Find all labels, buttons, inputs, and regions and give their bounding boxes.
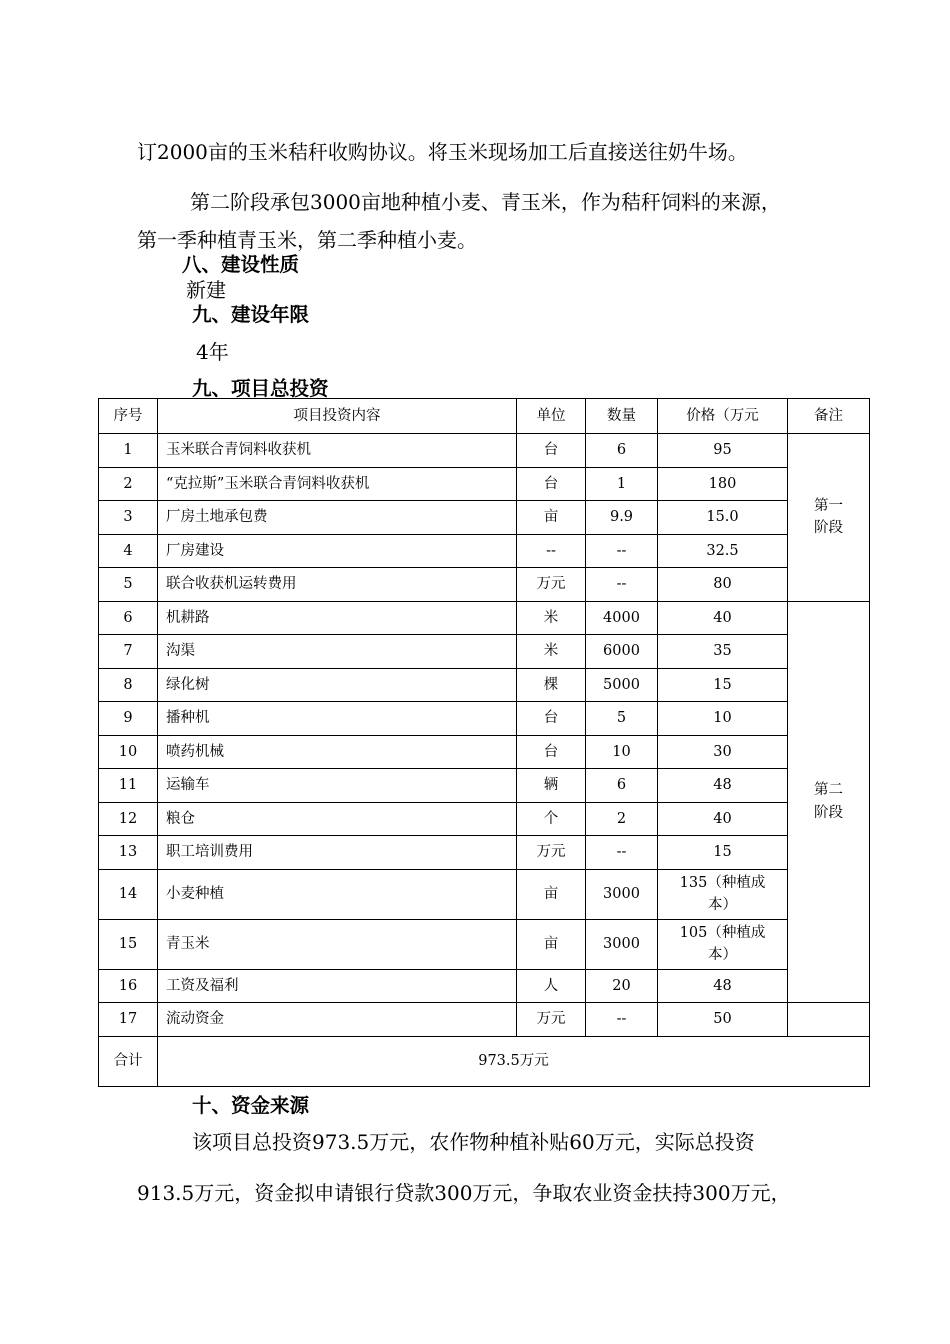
- stage-note: 第二 阶段: [788, 601, 870, 1003]
- section-heading: 九、建设年限: [192, 303, 310, 326]
- row-qty: --: [586, 568, 658, 602]
- row-unit: 万元: [517, 1003, 586, 1037]
- row-item: 运输车: [158, 769, 517, 803]
- row-price: 32.5: [658, 534, 788, 568]
- row-price: 105（种植成 本）: [658, 919, 788, 969]
- row-unit: 台: [517, 702, 586, 736]
- row-item: 厂房土地承包费: [158, 501, 517, 535]
- row-price: 48: [658, 969, 788, 1003]
- row-price: 180: [658, 467, 788, 501]
- paragraph-line: 该项目总投资973.5万元，农作物种植补贴60万元，实际总投资: [192, 1130, 755, 1154]
- row-number: 5: [99, 568, 158, 602]
- section-heading: 八、建设性质: [182, 253, 300, 276]
- row-unit: 亩: [517, 501, 586, 535]
- row-qty: 6000: [586, 635, 658, 669]
- row-number: 14: [99, 869, 158, 919]
- row-price: 15: [658, 836, 788, 870]
- row-number: 3: [99, 501, 158, 535]
- row-item: 玉米联合青饲料收获机: [158, 434, 517, 468]
- table-row: [99, 534, 870, 568]
- row-price: 80: [658, 568, 788, 602]
- row-price: 135（种植成 本）: [658, 869, 788, 919]
- row-number: 7: [99, 635, 158, 669]
- row-item: “克拉斯”玉米联合青饲料收获机: [158, 467, 517, 501]
- row-number: 12: [99, 802, 158, 836]
- row-item: 工资及福利: [158, 969, 517, 1003]
- row-number: 6: [99, 601, 158, 635]
- table-row: [99, 802, 870, 836]
- row-item: 小麦种植: [158, 869, 517, 919]
- row-qty: --: [586, 1003, 658, 1037]
- row-item: 联合收获机运转费用: [158, 568, 517, 602]
- table-row: [99, 702, 870, 736]
- total-row: [99, 1036, 870, 1086]
- row-item: 绿化树: [158, 668, 517, 702]
- table-row: [99, 836, 870, 870]
- row-price: 15.0: [658, 501, 788, 535]
- row-item: 播种机: [158, 702, 517, 736]
- empty-note: [788, 1003, 870, 1037]
- row-price: 15: [658, 668, 788, 702]
- row-price: 48: [658, 769, 788, 803]
- row-number: 17: [99, 1003, 158, 1037]
- header-cell: 备注: [788, 399, 870, 434]
- table-row: [99, 501, 870, 535]
- row-qty: 6: [586, 769, 658, 803]
- paragraph-line: 订2000亩的玉米秸秆收购协议。将玉米现场加工后直接送往奶牛场。: [137, 140, 748, 164]
- header-cell: 单位: [517, 399, 586, 434]
- header-cell: 项目投资内容: [158, 399, 517, 434]
- row-number: 9: [99, 702, 158, 736]
- row-number: 11: [99, 769, 158, 803]
- section-heading: 九、项目总投资: [192, 377, 329, 400]
- row-unit: 米: [517, 635, 586, 669]
- table-row: [99, 467, 870, 501]
- table-row: [99, 969, 870, 1003]
- section-body: 新建: [186, 278, 226, 302]
- row-unit: 米: [517, 601, 586, 635]
- row-number: 2: [99, 467, 158, 501]
- row-item: 流动资金: [158, 1003, 517, 1037]
- header-cell: 数量: [586, 399, 658, 434]
- row-price: 10: [658, 702, 788, 736]
- row-price: 30: [658, 735, 788, 769]
- row-item: 沟渠: [158, 635, 517, 669]
- row-unit: 辆: [517, 769, 586, 803]
- table-row: [99, 568, 870, 602]
- paragraph-line: 第一季种植青玉米，第二季种植小麦。: [137, 228, 477, 252]
- row-qty: --: [586, 836, 658, 870]
- row-qty: 10: [586, 735, 658, 769]
- table-row: [99, 919, 870, 969]
- row-unit: 棵: [517, 668, 586, 702]
- table-row: [99, 769, 870, 803]
- table-row: [99, 1003, 870, 1037]
- row-price: 40: [658, 802, 788, 836]
- row-unit: 个: [517, 802, 586, 836]
- row-item: 厂房建设: [158, 534, 517, 568]
- row-number: 13: [99, 836, 158, 870]
- table-row: [99, 635, 870, 669]
- row-number: 15: [99, 919, 158, 969]
- row-qty: 5: [586, 702, 658, 736]
- stage-note: 第一 阶段: [788, 434, 870, 602]
- row-number: 10: [99, 735, 158, 769]
- row-item: 职工培训费用: [158, 836, 517, 870]
- row-number: 16: [99, 969, 158, 1003]
- row-unit: 人: [517, 969, 586, 1003]
- paragraph-line: 913.5万元，资金拟申请银行贷款300万元，争取农业资金扶持300万元，: [137, 1181, 791, 1205]
- header-cell: 价格（万元: [658, 399, 788, 434]
- row-qty: 5000: [586, 668, 658, 702]
- row-price: 50: [658, 1003, 788, 1037]
- row-price: 35: [658, 635, 788, 669]
- total-label: 合计: [99, 1036, 158, 1086]
- row-qty: 2: [586, 802, 658, 836]
- row-item: 粮仓: [158, 802, 517, 836]
- table-row: [99, 869, 870, 919]
- header-cell: 序号: [99, 399, 158, 434]
- row-number: 8: [99, 668, 158, 702]
- row-unit: 台: [517, 735, 586, 769]
- paragraph-line: 第二阶段承包3000亩地种植小麦、青玉米，作为秸秆饲料的来源，: [190, 190, 781, 214]
- row-qty: 1: [586, 467, 658, 501]
- row-unit: 万元: [517, 568, 586, 602]
- row-unit: --: [517, 534, 586, 568]
- row-qty: 4000: [586, 601, 658, 635]
- row-item: 喷药机械: [158, 735, 517, 769]
- row-qty: 20: [586, 969, 658, 1003]
- table-header-row: [99, 399, 870, 434]
- row-unit: 亩: [517, 919, 586, 969]
- row-item: 青玉米: [158, 919, 517, 969]
- row-unit: 亩: [517, 869, 586, 919]
- section-body: 4年: [196, 340, 229, 364]
- row-qty: --: [586, 534, 658, 568]
- total-value: 973.5万元: [158, 1036, 870, 1086]
- section-heading: 十、资金来源: [192, 1094, 310, 1117]
- row-qty: 3000: [586, 869, 658, 919]
- row-unit: 万元: [517, 836, 586, 870]
- row-item: 机耕路: [158, 601, 517, 635]
- table-row: [99, 434, 870, 468]
- row-price: 40: [658, 601, 788, 635]
- table-row: [99, 735, 870, 769]
- row-qty: 9.9: [586, 501, 658, 535]
- row-qty: 6: [586, 434, 658, 468]
- row-unit: 台: [517, 434, 586, 468]
- row-qty: 3000: [586, 919, 658, 969]
- row-number: 1: [99, 434, 158, 468]
- row-price: 95: [658, 434, 788, 468]
- row-unit: 台: [517, 467, 586, 501]
- row-number: 4: [99, 534, 158, 568]
- investment-table: [98, 398, 870, 1087]
- table-row: [99, 668, 870, 702]
- table-row: [99, 601, 870, 635]
